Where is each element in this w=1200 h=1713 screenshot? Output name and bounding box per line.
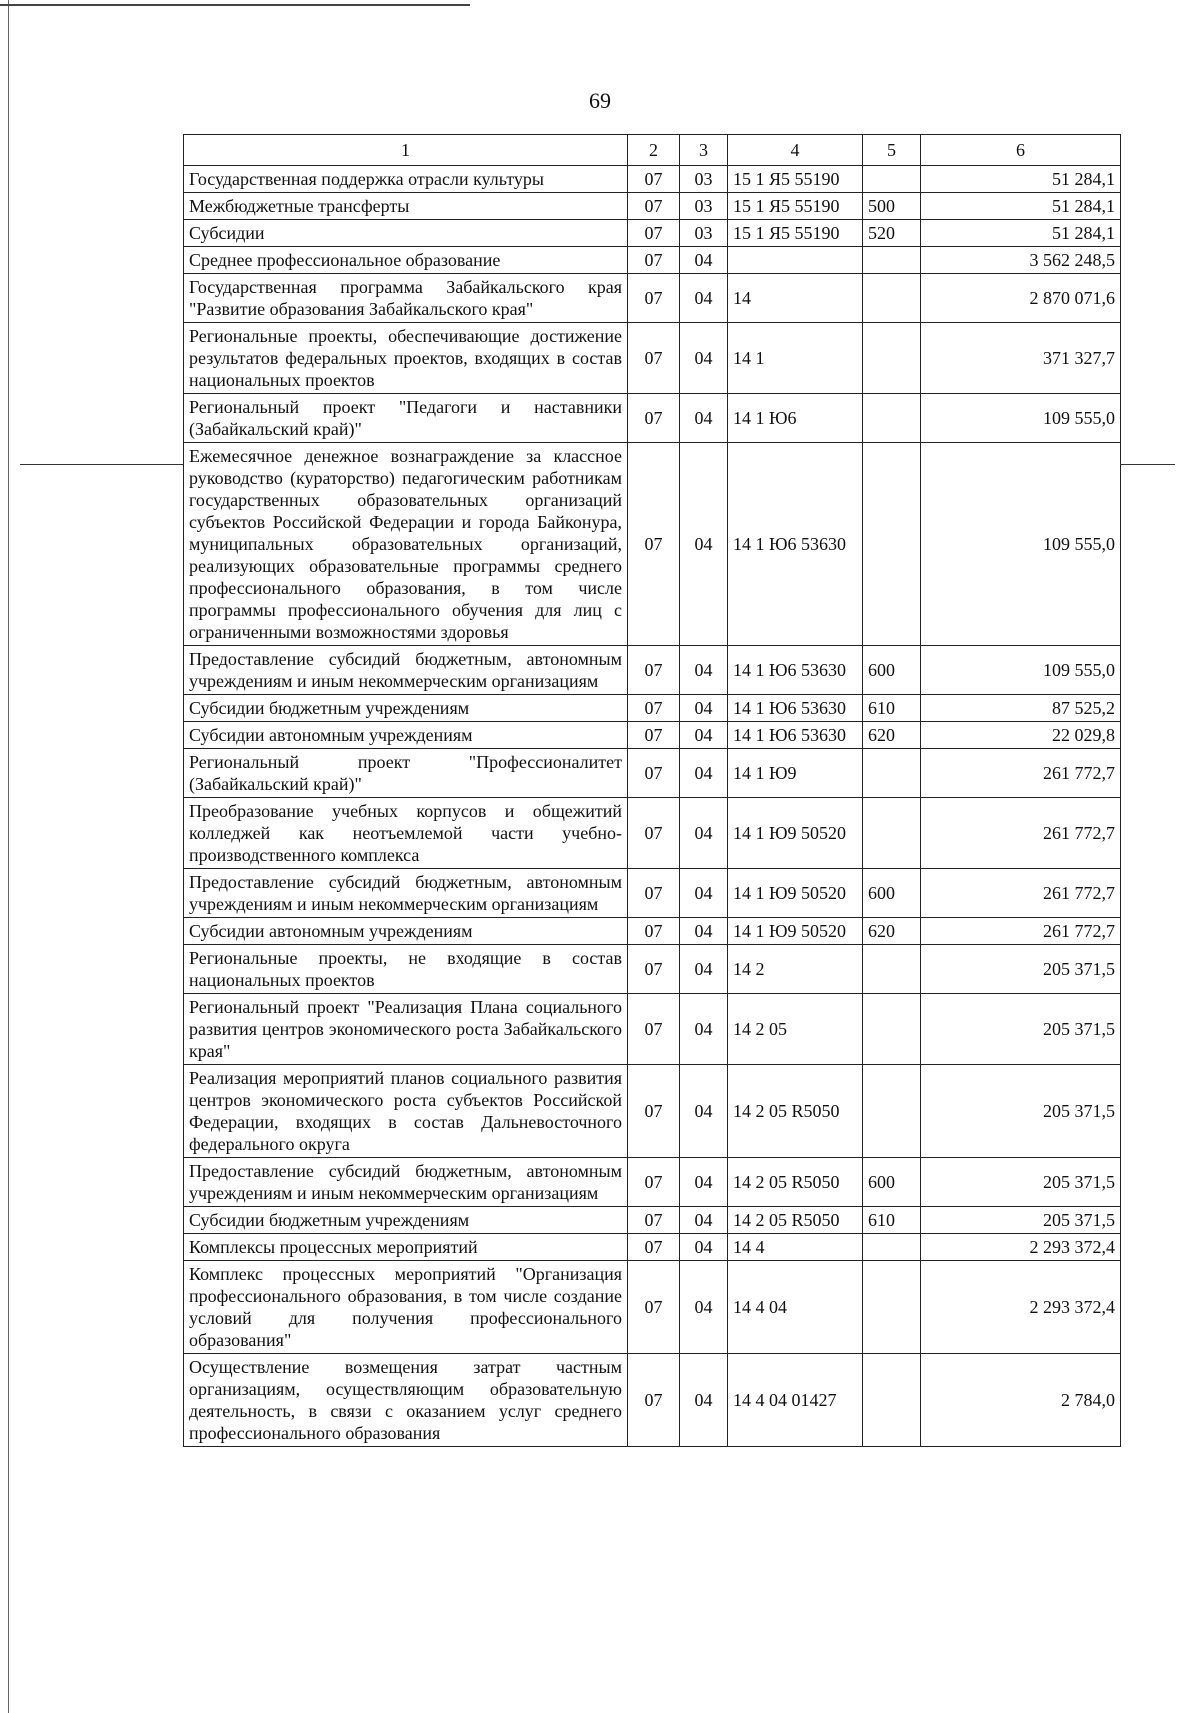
row-section: 07 (628, 695, 680, 722)
row-subsection: 04 (680, 798, 728, 869)
row-name: Предоставление субсидий бюджетным, автономным учреждениям и иным некоммерческим организациям (184, 869, 628, 918)
row-amount: 2 293 372,4 (921, 1261, 1121, 1354)
row-target-code: 15 1 Я5 55190 (728, 193, 863, 220)
row-name: Межбюджетные трансферты (184, 193, 628, 220)
row-section: 07 (628, 274, 680, 323)
row-name: Государственная поддержка отрасли культуры (184, 166, 628, 193)
row-expense-type: 600 (863, 1158, 921, 1207)
row-name: Региональный проект "Педагоги и наставники (Забайкальский край)" (184, 394, 628, 443)
row-amount: 205 371,5 (921, 1207, 1121, 1234)
table-row (184, 1261, 1121, 1354)
row-section: 07 (628, 323, 680, 394)
row-expense-type (863, 166, 921, 193)
row-section: 07 (628, 1158, 680, 1207)
row-name: Предоставление субсидий бюджетным, автономным учреждениям и иным некоммерческим организациям (184, 1158, 628, 1207)
row-subsection: 04 (680, 274, 728, 323)
row-target-code: 14 4 04 (728, 1261, 863, 1354)
table-row (184, 220, 1121, 247)
row-amount: 371 327,7 (921, 323, 1121, 394)
row-expense-type (863, 274, 921, 323)
row-name: Субсидии автономным учреждениям (184, 722, 628, 749)
row-expense-type: 600 (863, 646, 921, 695)
table-row (184, 646, 1121, 695)
table-row (184, 695, 1121, 722)
row-target-code: 14 2 05 R5050 (728, 1065, 863, 1158)
row-name: Комплекс процессных мероприятий "Организация профессионального образования, в том числе создание условий для получения профессионального образования" (184, 1261, 628, 1354)
table-row (184, 798, 1121, 869)
margin-rule-right (1120, 464, 1175, 465)
row-expense-type: 500 (863, 193, 921, 220)
header-col-5: 5 (863, 135, 921, 166)
row-expense-type: 520 (863, 220, 921, 247)
header-col-3: 3 (680, 135, 728, 166)
row-name: Ежемесячное денежное вознаграждение за классное руководство (кураторство) педагогическим работникам государственных образовательных организаций субъектов Российской Федерации и города Байконура, муниципальных образовательных организаций, реализующих образовательные программы среднего профессионального образования, в том числе программы профессионального обучения для лиц с ограниченными возможностями здоровья (184, 443, 628, 646)
row-name: Региональные проекты, обеспечивающие достижение результатов федеральных проектов, входящих в состав национальных проектов (184, 323, 628, 394)
row-amount: 261 772,7 (921, 869, 1121, 918)
row-name: Субсидии (184, 220, 628, 247)
row-name: Предоставление субсидий бюджетным, автономным учреждениям и иным некоммерческим организациям (184, 646, 628, 695)
row-amount: 3 562 248,5 (921, 247, 1121, 274)
row-amount: 261 772,7 (921, 918, 1121, 945)
row-section: 07 (628, 1354, 680, 1447)
row-amount: 87 525,2 (921, 695, 1121, 722)
table-row (184, 323, 1121, 394)
row-subsection: 03 (680, 193, 728, 220)
row-amount: 51 284,1 (921, 193, 1121, 220)
row-section: 07 (628, 918, 680, 945)
row-amount: 109 555,0 (921, 394, 1121, 443)
row-subsection: 04 (680, 247, 728, 274)
row-section: 07 (628, 247, 680, 274)
row-section: 07 (628, 394, 680, 443)
row-section: 07 (628, 1065, 680, 1158)
row-amount: 51 284,1 (921, 220, 1121, 247)
row-amount: 22 029,8 (921, 722, 1121, 749)
row-subsection: 04 (680, 323, 728, 394)
row-amount: 2 293 372,4 (921, 1234, 1121, 1261)
row-expense-type (863, 1065, 921, 1158)
row-target-code: 14 1 Ю9 50520 (728, 798, 863, 869)
header-col-4: 4 (728, 135, 863, 166)
table-row (184, 945, 1121, 994)
row-expense-type (863, 994, 921, 1065)
row-subsection: 04 (680, 1354, 728, 1447)
row-subsection: 04 (680, 945, 728, 994)
row-expense-type (863, 1261, 921, 1354)
row-target-code: 14 1 Ю6 53630 (728, 722, 863, 749)
row-section: 07 (628, 166, 680, 193)
row-section: 07 (628, 722, 680, 749)
row-subsection: 04 (680, 1158, 728, 1207)
row-target-code: 14 1 Ю9 (728, 749, 863, 798)
row-subsection: 04 (680, 869, 728, 918)
scan-border-top (0, 4, 470, 6)
row-expense-type: 610 (863, 695, 921, 722)
table-row (184, 1234, 1121, 1261)
row-section: 07 (628, 798, 680, 869)
row-target-code: 14 2 05 (728, 994, 863, 1065)
row-name: Комплексы процессных мероприятий (184, 1234, 628, 1261)
row-section: 07 (628, 193, 680, 220)
row-expense-type: 610 (863, 1207, 921, 1234)
row-section: 07 (628, 749, 680, 798)
row-subsection: 04 (680, 994, 728, 1065)
row-target-code: 14 4 04 01427 (728, 1354, 863, 1447)
row-amount: 205 371,5 (921, 1158, 1121, 1207)
row-subsection: 03 (680, 166, 728, 193)
table-row (184, 869, 1121, 918)
row-subsection: 04 (680, 1207, 728, 1234)
table-row (184, 918, 1121, 945)
row-subsection: 04 (680, 1065, 728, 1158)
row-subsection: 04 (680, 695, 728, 722)
row-target-code: 14 (728, 274, 863, 323)
row-target-code: 14 1 Ю6 53630 (728, 646, 863, 695)
row-expense-type (863, 749, 921, 798)
table-row (184, 1065, 1121, 1158)
row-name: Субсидии бюджетным учреждениям (184, 1207, 628, 1234)
table-body (184, 166, 1121, 1447)
row-amount: 109 555,0 (921, 443, 1121, 646)
row-amount: 2 784,0 (921, 1354, 1121, 1447)
row-section: 07 (628, 945, 680, 994)
row-expense-type (863, 247, 921, 274)
row-subsection: 03 (680, 220, 728, 247)
row-subsection: 04 (680, 749, 728, 798)
row-target-code: 15 1 Я5 55190 (728, 166, 863, 193)
row-expense-type (863, 394, 921, 443)
row-amount: 2 870 071,6 (921, 274, 1121, 323)
row-expense-type: 600 (863, 869, 921, 918)
row-amount: 51 284,1 (921, 166, 1121, 193)
table-row (184, 274, 1121, 323)
row-target-code: 14 1 (728, 323, 863, 394)
row-section: 07 (628, 994, 680, 1065)
row-amount: 205 371,5 (921, 994, 1121, 1065)
budget-table (183, 134, 1121, 1447)
row-expense-type: 620 (863, 918, 921, 945)
row-section: 07 (628, 869, 680, 918)
row-section: 07 (628, 646, 680, 695)
row-name: Региональные проекты, не входящие в состав национальных проектов (184, 945, 628, 994)
row-target-code: 14 4 (728, 1234, 863, 1261)
row-expense-type (863, 798, 921, 869)
row-name: Субсидии бюджетным учреждениям (184, 695, 628, 722)
row-amount: 261 772,7 (921, 749, 1121, 798)
table-row (184, 1207, 1121, 1234)
row-name: Региональный проект "Реализация Плана социального развития центров экономического роста Забайкальского края" (184, 994, 628, 1065)
row-name: Субсидии автономным учреждениям (184, 918, 628, 945)
table-row (184, 193, 1121, 220)
page-number: 69 (589, 88, 611, 113)
row-name: Преобразование учебных корпусов и общежитий колледжей как неотъемлемой части учебно-производственного комплекса (184, 798, 628, 869)
row-subsection: 04 (680, 394, 728, 443)
table-row (184, 443, 1121, 646)
row-amount: 205 371,5 (921, 1065, 1121, 1158)
row-name: Реализация мероприятий планов социального развития центров экономического роста субъектов Российской Федерации, входящих в состав Дальневосточного федерального округа (184, 1065, 628, 1158)
row-subsection: 04 (680, 1261, 728, 1354)
table-header-row (184, 135, 1121, 166)
row-subsection: 04 (680, 722, 728, 749)
row-expense-type (863, 1354, 921, 1447)
row-target-code: 14 2 05 R5050 (728, 1158, 863, 1207)
row-section: 07 (628, 1261, 680, 1354)
row-subsection: 04 (680, 646, 728, 695)
row-target-code: 14 1 Ю6 53630 (728, 443, 863, 646)
row-subsection: 04 (680, 443, 728, 646)
scan-border-left (8, 0, 9, 1713)
table-row (184, 166, 1121, 193)
row-section: 07 (628, 1207, 680, 1234)
header-col-6: 6 (921, 135, 1121, 166)
row-name: Осуществление возмещения затрат частным организациям, осуществляющим образовательную деятельность, в связи с оказанием услуг среднего профессионального образования (184, 1354, 628, 1447)
row-target-code: 15 1 Я5 55190 (728, 220, 863, 247)
row-subsection: 04 (680, 1234, 728, 1261)
row-expense-type (863, 323, 921, 394)
row-amount: 109 555,0 (921, 646, 1121, 695)
row-target-code: 14 2 (728, 945, 863, 994)
header-col-1: 1 (184, 135, 628, 166)
row-section: 07 (628, 443, 680, 646)
row-target-code (728, 247, 863, 274)
row-amount: 261 772,7 (921, 798, 1121, 869)
row-expense-type (863, 1234, 921, 1261)
row-section: 07 (628, 220, 680, 247)
row-amount: 205 371,5 (921, 945, 1121, 994)
row-target-code: 14 1 Ю9 50520 (728, 869, 863, 918)
row-expense-type: 620 (863, 722, 921, 749)
table-row (184, 994, 1121, 1065)
table-row (184, 722, 1121, 749)
table-row (184, 247, 1121, 274)
row-target-code: 14 1 Ю6 53630 (728, 695, 863, 722)
margin-rule-left (20, 464, 183, 465)
row-expense-type (863, 443, 921, 646)
row-name: Среднее профессиональное образование (184, 247, 628, 274)
header-col-2: 2 (628, 135, 680, 166)
row-section: 07 (628, 1234, 680, 1261)
table-row (184, 1354, 1121, 1447)
row-name: Государственная программа Забайкальского края "Развитие образования Забайкальского края" (184, 274, 628, 323)
row-expense-type (863, 945, 921, 994)
table-row (184, 749, 1121, 798)
row-target-code: 14 2 05 R5050 (728, 1207, 863, 1234)
row-target-code: 14 1 Ю6 (728, 394, 863, 443)
table-row (184, 1158, 1121, 1207)
row-target-code: 14 1 Ю9 50520 (728, 918, 863, 945)
table-row (184, 394, 1121, 443)
row-subsection: 04 (680, 918, 728, 945)
row-name: Региональный проект "Профессионалитет (Забайкальский край)" (184, 749, 628, 798)
